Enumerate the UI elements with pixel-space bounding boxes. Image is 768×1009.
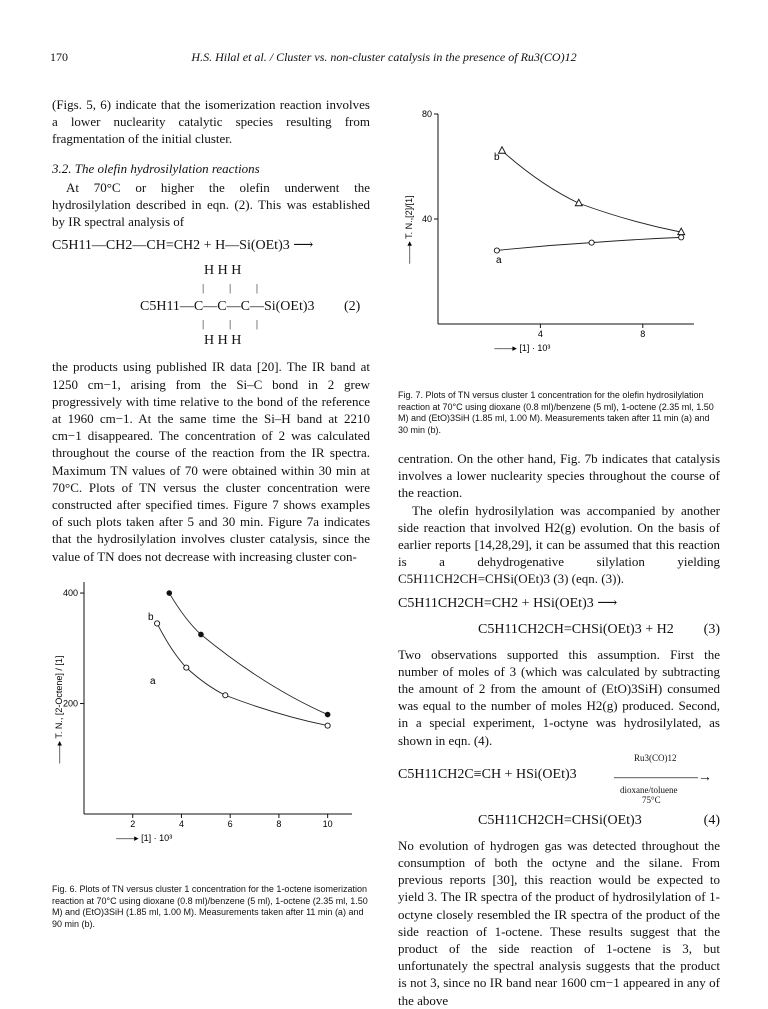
left-paragraph-1: (Figs. 5, 6) indicate that the isomerization reaction involves a lower nuclearity catalytic species resulting from fragmentation of the initial cluster.	[52, 97, 370, 147]
equation-3-line-2	[398, 620, 720, 640]
page-number: 170	[50, 50, 68, 64]
series-a-point	[184, 665, 189, 670]
struct-h-top: H H H	[204, 263, 242, 279]
running-title: H.S. Hilal et al. / Cluster vs. non-cluster catalysis in the presence of Ru3(CO)12	[191, 50, 577, 64]
y-tick-label: 400	[62, 588, 78, 599]
right-paragraph-2: The olefin hydrosilylation was accompanied by another side reaction that involved H2(g) evolution. On the basis of earlier reports [14,28,29], it can be assumed that this reaction is a dehydrogenative silylation yielding C5H11CH2CH=CHSi(OEt)3 (3) (eqn. (3)).	[398, 502, 720, 587]
equation-4-catalyst: Ru3(CO)12	[634, 752, 677, 763]
series-a-point	[223, 693, 228, 698]
series-b-line	[502, 151, 681, 232]
y-axis-label: ——▸ T. N.,[2]/[1]	[404, 195, 414, 264]
left-paragraph-3: the products using published IR data [20]. The IR band at 1250 cm−1, arising from the Si–C bond in 2 grew progressively with time relative to the bond of the reference at 1960 cm−1. At the same time the Si–H band at 2210 cm−1 disappeared. The concentration of 2 was calculated throughout the course of the reaction from the IR spectra. Maximum TN values of 70 were obtained within 30 min at 70°C. Plots of TN versus the cluster concentration were constructed after specified times. Figure 7 shows examples of such plots taken after 5 and 30 min. Figure 7a indicates that the hydrosilylation involves cluster catalysis, since the value of TN does not decrease with increasing cluster con-	[52, 359, 370, 564]
right-paragraph-4: No evolution of hydrogen gas was detected throughout the consumption of both the octyne and the silane. From previous reports [30], this reaction would be expected to yield 3. The IR spectra of the product of hydrosilylation of 1-octyne closely resembled the IR spectra of the product of the side reaction of 1-octene. These results suggest that the product of the side reaction of 1-octene is 3, but unfortunately the spectral analysis suggests that the product is not 3, since no IR band near 1600 cm−1 appeared in any of the above	[398, 837, 720, 1008]
struct-bonds-bottom: | | |	[202, 318, 259, 331]
series-a-label: a	[150, 676, 156, 687]
series-a-point	[679, 235, 684, 240]
x-tick-label: 8	[640, 329, 646, 339]
equation-4-number: (4)	[703, 812, 720, 828]
series-b-label: b	[494, 152, 500, 163]
series-b-line	[169, 593, 327, 715]
figure-6-plot	[52, 570, 370, 880]
figure-7-caption: Fig. 7. Plots of TN versus cluster 1 concentration for the olefin hydrosilylation reaction at 70°C using dioxane (0.8 ml)/benzene (5 ml), 1-octene (2.35 ml, 1.50 M) and (EtO)3SiH (1.85 ml, 1.00 M). Measurements taken after 11 min (a) and 30 min (b).	[398, 390, 714, 435]
right-column	[398, 450, 720, 1009]
right-paragraph-1: centration. On the other hand, Fig. 7b indicates that catalysis involves a lower nuclearity species throughout the course of the reaction.	[398, 451, 720, 501]
left-paragraph-2: At 70°C or higher the olefin underwent the hydrosilylation described in eqn. (2). This was established by IR spectral analysis of	[52, 179, 370, 230]
equation-4-arrow: ——————→	[614, 769, 712, 785]
y-axis-label: ——▸ T. N., [2-Octene] / [1]	[54, 655, 64, 764]
equation-4-product: C5H11CH2CH=CHSi(OEt)3	[478, 812, 642, 828]
x-tick-label: 8	[276, 819, 282, 829]
x-axis-label: ——▸ [1] · 10³	[494, 343, 551, 353]
x-tick-label: 2	[130, 819, 136, 829]
equation-3-number: (3)	[703, 621, 720, 637]
figure-7-plot	[398, 96, 718, 386]
series-a-label: a	[496, 255, 502, 266]
equation-4-temperature: 75°C	[642, 794, 661, 805]
equation-4-reactants: C5H11CH2C≡CH + HSi(OEt)3	[398, 766, 577, 782]
equation-3-line-1: C5H11CH2CH=CH2 + HSi(OEt)3 ⟶	[398, 595, 618, 611]
section-heading: 3.2. The olefin hydrosilylation reactions	[52, 160, 260, 176]
series-a-point	[494, 248, 499, 253]
y-tick-label: 200	[62, 698, 78, 709]
series-b-label: b	[148, 612, 154, 623]
series-a-point	[589, 240, 594, 245]
series-a-line	[157, 623, 328, 725]
series-b-point	[198, 632, 204, 638]
struct-bonds-top: | | |	[202, 282, 259, 295]
y-tick-label: 40	[421, 214, 432, 224]
equation-4-line-2	[398, 811, 720, 831]
y-tick-label: 80	[421, 109, 432, 119]
x-axis-label: ——▸ [1] · 10³	[116, 833, 173, 843]
equation-4-line-1	[398, 752, 720, 805]
equation-3-products: C5H11CH2CH=CHSi(OEt)3 + H2	[478, 621, 674, 637]
x-tick-label: 6	[227, 819, 233, 829]
series-a-point	[325, 723, 330, 728]
right-paragraph-3: Two observations supported this assumption. First the number of moles of 3 (which was calculated by subtracting the amount of 2 from the amount of (EtO)3SiH) consumed was equal to the number of moles H2(g) produced. Second, in a special experiment, 1-octyne was hydrosilylated, as shown in eqn. (4).	[398, 646, 720, 748]
series-b-point	[166, 590, 172, 596]
x-tick-label: 4	[178, 819, 184, 829]
equation-2-structure	[52, 262, 370, 354]
x-tick-label: 10	[322, 819, 333, 829]
x-tick-label: 4	[537, 329, 543, 339]
struct-h-bottom: H H H	[204, 333, 242, 349]
page-header	[50, 50, 718, 68]
left-column	[52, 96, 370, 565]
series-a-point	[154, 621, 159, 626]
equation-2-number: (2)	[344, 299, 361, 315]
equation-2-line-1: C5H11—CH2—CH=CH2 + H—Si(OEt)3 ⟶	[52, 238, 314, 254]
series-b-point	[325, 712, 331, 718]
struct-chain: C5H11—C—C—C—Si(OEt)3	[140, 299, 315, 315]
equation-4-solvent: dioxane/toluene	[620, 784, 678, 795]
figure-6-caption: Fig. 6. Plots of TN versus cluster 1 concentration for the 1-octene isomerization reaction at 70°C using dioxane (0.8 ml)/benzene (5 ml), 1-octene (2.35 ml, 1.50 M) and (EtO)3SiH (1.85 ml, 1.00 M). Measurements taken after 11 min (a) and 90 min (b).	[52, 884, 368, 929]
